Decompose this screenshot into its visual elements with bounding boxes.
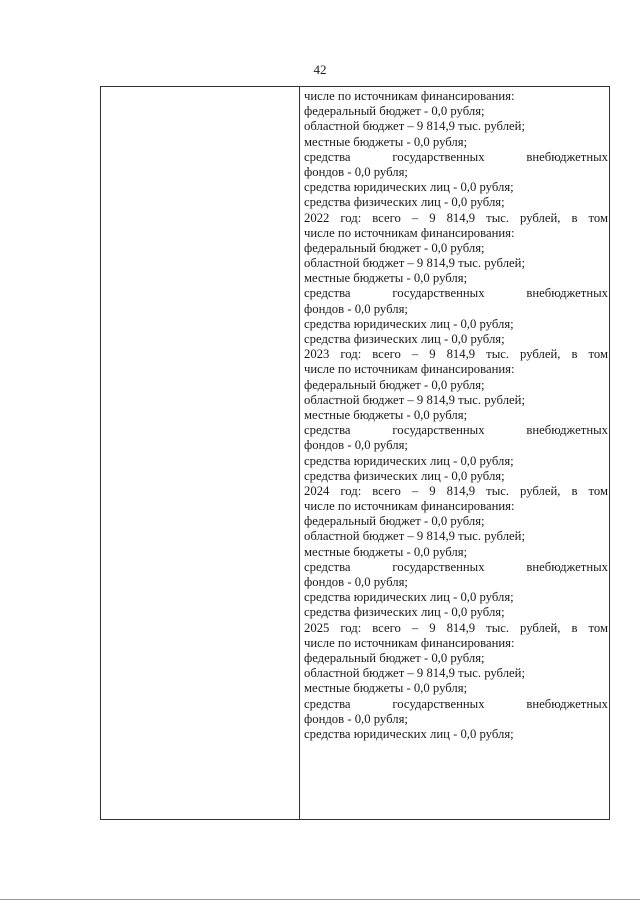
table-right-cell: [304, 89, 608, 742]
funding-text-line: фондов - 0,0 рубля;: [304, 575, 408, 589]
funding-text-line: областной бюджет – 9 814,9 тыс. рублей;: [304, 529, 525, 544]
table-left-cell: [101, 87, 299, 819]
funding-text-line: 2025 год: всего – 9 814,9 тыс. рублей, в том: [304, 620, 608, 635]
funding-text-line: числе по источникам финансирования:: [304, 499, 515, 514]
funding-text-line: местные бюджеты - 0,0 рубля;: [304, 134, 468, 149]
page-bottom-edge: [0, 899, 640, 900]
funding-text-line: средства государственных внебюджетных: [304, 286, 608, 301]
funding-text-line: средства юридических лиц - 0,0 рубля;: [304, 453, 514, 468]
funding-text-line: средства государственных внебюджетных: [304, 149, 608, 164]
funding-text-line: местные бюджеты - 0,0 рубля;: [304, 681, 468, 696]
funding-text-line: средства юридических лиц - 0,0 рубля;: [304, 316, 514, 331]
funding-table: [100, 86, 610, 820]
funding-text-line: фондов - 0,0 рубля;: [304, 711, 408, 726]
funding-text-line: федеральный бюджет - 0,0 рубля;: [304, 104, 485, 119]
funding-text-line: областной бюджет – 9 814,9 тыс. рублей;: [304, 256, 525, 271]
funding-text-line: местные бюджеты - 0,0 рубля;: [304, 407, 468, 422]
funding-text-line: местные бюджеты - 0,0 рубля;: [304, 544, 468, 559]
funding-text-line: фондов - 0,0 рубля;: [304, 164, 408, 179]
funding-text-line: федеральный бюджет - 0,0 рубля;: [304, 240, 485, 255]
funding-text-line: числе по источникам финансирования:: [304, 635, 515, 650]
funding-text-line: числе по источникам финансирования:: [304, 362, 515, 377]
funding-text-line: числе по источникам финансирования:: [304, 89, 515, 103]
funding-text-line: фондов - 0,0 рубля;: [304, 301, 408, 316]
funding-text-line: средства физических лиц - 0,0 рубля;: [304, 195, 505, 210]
funding-text-line: федеральный бюджет - 0,0 рубля;: [304, 650, 485, 665]
funding-text-line: областной бюджет – 9 814,9 тыс. рублей;: [304, 666, 525, 681]
funding-text-line: федеральный бюджет - 0,0 рубля;: [304, 377, 485, 392]
funding-text-line: областной бюджет – 9 814,9 тыс. рублей;: [304, 119, 525, 134]
funding-text-line: средства юридических лиц - 0,0 рубля;: [304, 180, 514, 195]
funding-text-line: 2022 год: всего – 9 814,9 тыс. рублей, в том: [304, 210, 608, 225]
column-divider: [299, 87, 300, 819]
funding-text-line: числе по источникам финансирования:: [304, 225, 515, 240]
funding-text-line: средства физических лиц - 0,0 рубля;: [304, 332, 505, 346]
funding-text-line: средства юридических лиц - 0,0 рубля;: [304, 726, 514, 741]
funding-text-line: средства физических лиц - 0,0 рубля;: [304, 605, 505, 620]
funding-text-line: средства государственных внебюджетных: [304, 696, 608, 711]
funding-text-line: областной бюджет – 9 814,9 тыс. рублей;: [304, 392, 525, 407]
funding-text-line: средства юридических лиц - 0,0 рубля;: [304, 590, 514, 605]
funding-text-line: средства государственных внебюджетных: [304, 559, 608, 574]
funding-text-line: местные бюджеты - 0,0 рубля;: [304, 271, 468, 286]
funding-text-line: 2024 год: всего – 9 814,9 тыс. рублей, в том: [304, 483, 608, 498]
page-number: 42: [313, 62, 327, 77]
funding-text-line: фондов - 0,0 рубля;: [304, 438, 408, 453]
funding-text-line: федеральный бюджет - 0,0 рубля;: [304, 514, 485, 529]
funding-text-line: средства физических лиц - 0,0 рубля;: [304, 468, 505, 483]
funding-text-line: средства государственных внебюджетных: [304, 423, 608, 438]
funding-text-line: 2023 год: всего – 9 814,9 тыс. рублей, в том: [304, 347, 608, 362]
